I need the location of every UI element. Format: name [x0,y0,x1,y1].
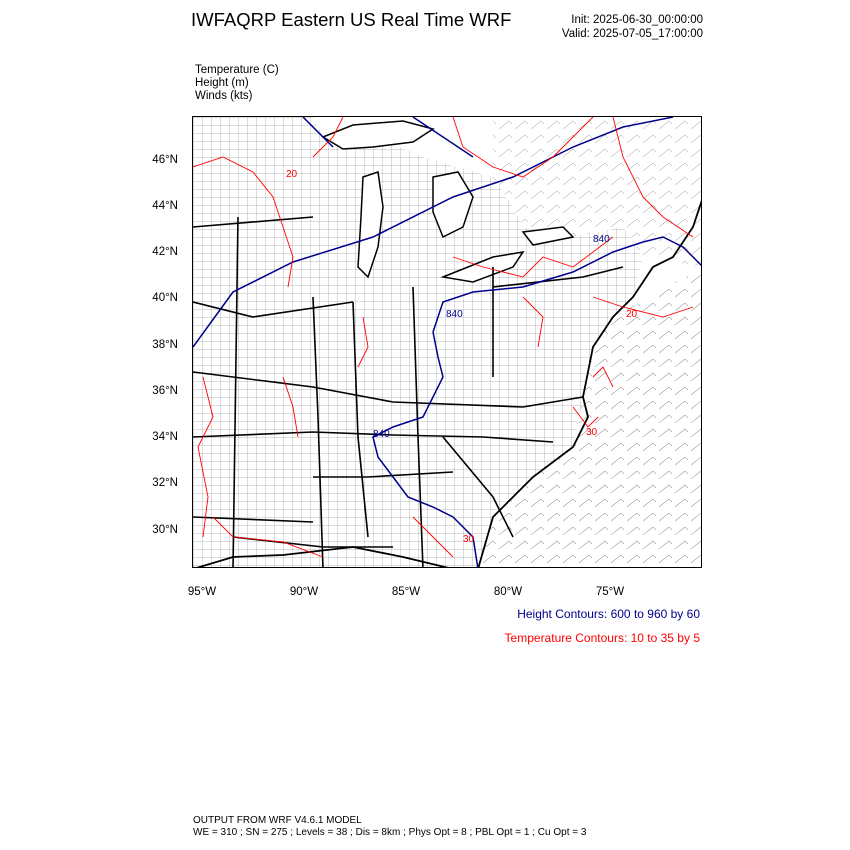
height-contours-legend: Height Contours: 600 to 960 by 60 [517,607,700,621]
lat-label: 40°N [152,292,178,304]
temperature-label: 30 [463,534,475,545]
lat-label: 36°N [152,385,178,397]
lat-label: 30°N [152,524,178,536]
temperature-contours-legend: Temperature Contours: 10 to 35 by 5 [504,631,700,645]
plot-title: IWFAQRP Eastern US Real Time WRF [191,9,512,30]
lat-label: 38°N [152,339,178,351]
lon-label: 85°W [391,586,421,598]
temperature-label: 20 [286,169,298,180]
temperature-label: 20 [626,309,638,320]
lat-label: 42°N [152,246,178,258]
height-label: 840 [593,234,610,245]
model-footer-details: WE = 310 ; SN = 275 ; Levels = 38 ; Dis = 8km ; Phys Opt = 8 ; PBL Opt = 1 ; Cu Opt = 3 [193,827,587,838]
lon-label: 75°W [595,586,625,598]
lon-label: 95°W [187,586,217,598]
lat-label: 32°N [152,477,178,489]
contour-label-layer [193,117,702,568]
init-time: Init: 2025-06-30_00:00:00 [571,14,703,26]
lon-label: 90°W [289,586,319,598]
height-label: 840 [373,429,390,440]
valid-time: Valid: 2025-07-05_17:00:00 [561,28,703,40]
lat-label: 44°N [152,200,178,212]
lon-label: 80°W [493,586,523,598]
height-label: 840 [446,309,463,320]
map-panel [192,116,702,568]
variable-height: Height (m) [195,77,249,89]
temperature-label: 30 [586,427,598,438]
variable-winds: Winds (kts) [195,90,253,102]
variable-temperature: Temperature (C) [195,64,279,76]
lat-label: 34°N [152,431,178,443]
lat-label: 46°N [152,154,178,166]
init-valid-times [562,13,703,41]
model-footer-title: OUTPUT FROM WRF V4.6.1 MODEL [193,815,362,826]
